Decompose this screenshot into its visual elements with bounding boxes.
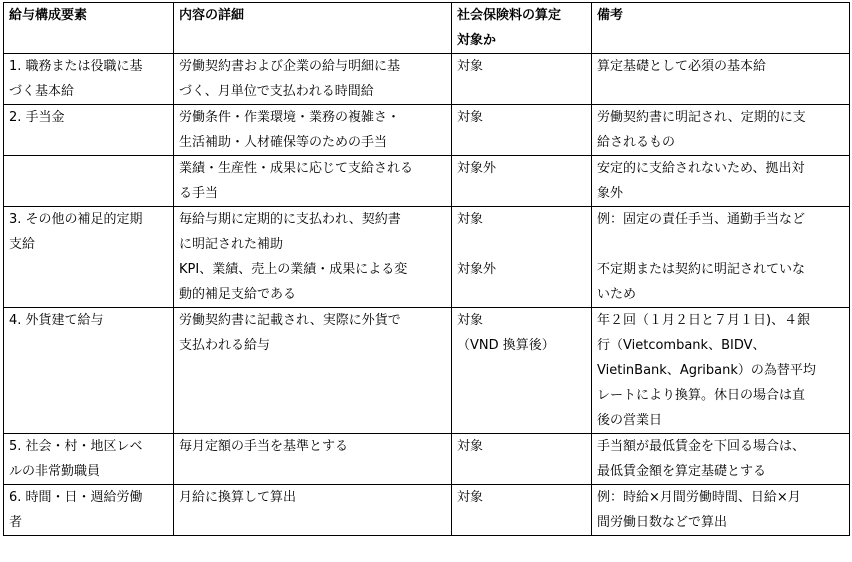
note-cell: 年２回（１月２日と７月１日)、４銀 行（Vietcombank、BIDV、 VietinBank、Agribank）の為替平均 レートにより換算。休日の場合は直 後の営業日 (592, 308, 850, 434)
header-detail: 内容の詳細 (174, 3, 452, 54)
target-cell: 対象 （VND 換算後） (452, 308, 592, 434)
note-cell: 手当額が最低賃金を下回る場合は、 最低賃金額を算定基礎とする (592, 434, 850, 485)
target-cell: 対象 (452, 105, 592, 156)
note-cell: 例：固定の責任手当、通勤手当など 不定期または契約に明記されていな いため (592, 207, 850, 308)
target-cell: 対象外 (452, 156, 592, 207)
header-row (4, 3, 850, 54)
note-cell: 労働契約書に明記され、定期的に支 給されるもの (592, 105, 850, 156)
header-target: 社会保険料の算定 対象か (452, 3, 592, 54)
table-row (4, 207, 850, 308)
table-row (4, 105, 850, 156)
header-note: 備考 (592, 3, 850, 54)
table-row (4, 485, 850, 536)
element-cell: 6. 時間・日・週給労働 者 (4, 485, 174, 536)
element-cell (4, 156, 174, 207)
target-cell: 対象 対象外 (452, 207, 592, 308)
note-cell: 安定的に支給されないため、拠出対 象外 (592, 156, 850, 207)
element-cell: 4. 外貨建て給与 (4, 308, 174, 434)
note-cell: 例：時給×月間労働時間、日給×月 間労働日数などで算出 (592, 485, 850, 536)
target-cell: 対象 (452, 485, 592, 536)
element-cell: 3. その他の補足的定期 支給 (4, 207, 174, 308)
detail-cell: 業績・生産性・成果に応じて支給される る手当 (174, 156, 452, 207)
detail-cell: 労働契約書に記載され、実際に外貨で 支払われる給与 (174, 308, 452, 434)
detail-cell: 月給に換算して算出 (174, 485, 452, 536)
table-row (4, 434, 850, 485)
element-cell: 2. 手当金 (4, 105, 174, 156)
detail-cell: 毎月定額の手当を基準とする (174, 434, 452, 485)
element-cell: 5. 社会・村・地区レベ ルの非常勤職員 (4, 434, 174, 485)
table-row (4, 54, 850, 105)
detail-cell: 労働条件・作業環境・業務の複雑さ・ 生活補助・人材確保等のための手当 (174, 105, 452, 156)
table-row (4, 156, 850, 207)
element-cell: 1. 職務または役職に基 づく基本給 (4, 54, 174, 105)
detail-cell: 毎給与期に定期的に支払われ、契約書 に明記された補助 KPI、業績、売上の業績・成果による変 動的補足支給である (174, 207, 452, 308)
target-cell: 対象 (452, 434, 592, 485)
note-cell: 算定基礎として必須の基本給 (592, 54, 850, 105)
detail-cell: 労働契約書および企業の給与明細に基 づく、月単位で支払われる時間給 (174, 54, 452, 105)
header-element: 給与構成要素 (4, 3, 174, 54)
social-insurance-table (3, 2, 850, 536)
target-cell: 対象 (452, 54, 592, 105)
table-row (4, 308, 850, 434)
